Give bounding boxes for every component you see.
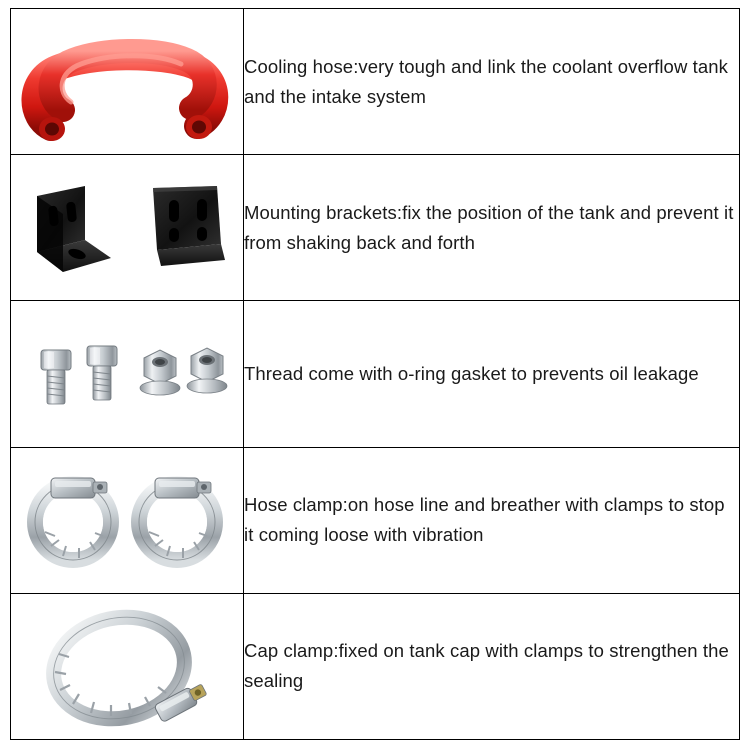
table-row — [11, 593, 740, 739]
mounting-brackets-photo — [11, 156, 241, 300]
parts-table — [10, 8, 740, 740]
red-cooling-hose-photo — [11, 10, 241, 154]
flange-nut-1 — [140, 350, 180, 395]
part-description: Cooling hose:very tough and link the coolant overflow tank and the intake system — [244, 55, 729, 107]
table-row — [11, 301, 740, 447]
bracket-right — [153, 186, 225, 266]
hose-clamps-illustration — [11, 448, 241, 592]
cell-image — [11, 447, 244, 593]
hose-clamps-photo — [11, 448, 241, 592]
cell-text — [244, 447, 740, 593]
part-description: Cap clamp:fixed on tank cap with clamps to strengthen the sealing — [244, 640, 729, 692]
hose-illustration — [11, 10, 241, 154]
cell-text — [244, 155, 740, 301]
brackets-illustration — [11, 156, 241, 300]
bolt-1 — [41, 350, 71, 404]
cell-image — [11, 593, 244, 739]
bolts-and-nuts-photo — [11, 302, 241, 446]
bracket-left — [37, 186, 111, 272]
cell-text — [244, 9, 740, 155]
cell-image — [11, 155, 244, 301]
cap-clamp-illustration — [11, 594, 241, 738]
cell-image — [11, 301, 244, 447]
bolts-illustration — [11, 302, 241, 446]
cell-text — [244, 301, 740, 447]
flange-nut-2 — [187, 348, 227, 393]
cap-clamp-photo — [11, 594, 241, 738]
hose-clamp-1 — [35, 478, 111, 560]
table-row — [11, 9, 740, 155]
part-description: Hose clamp:on hose line and breather with clamps to stop it coming loose with vibration — [244, 494, 725, 546]
part-description: Thread come with o-ring gasket to prevents oil leakage — [244, 362, 699, 384]
cell-text — [244, 593, 740, 739]
table-row — [11, 155, 740, 301]
part-description: Mounting brackets:fix the position of the tank and prevent it from shaking back and forth — [244, 201, 734, 253]
table-row — [11, 447, 740, 593]
cell-image — [11, 9, 244, 155]
hose-clamp-2 — [139, 478, 215, 560]
bolt-2 — [87, 346, 117, 400]
